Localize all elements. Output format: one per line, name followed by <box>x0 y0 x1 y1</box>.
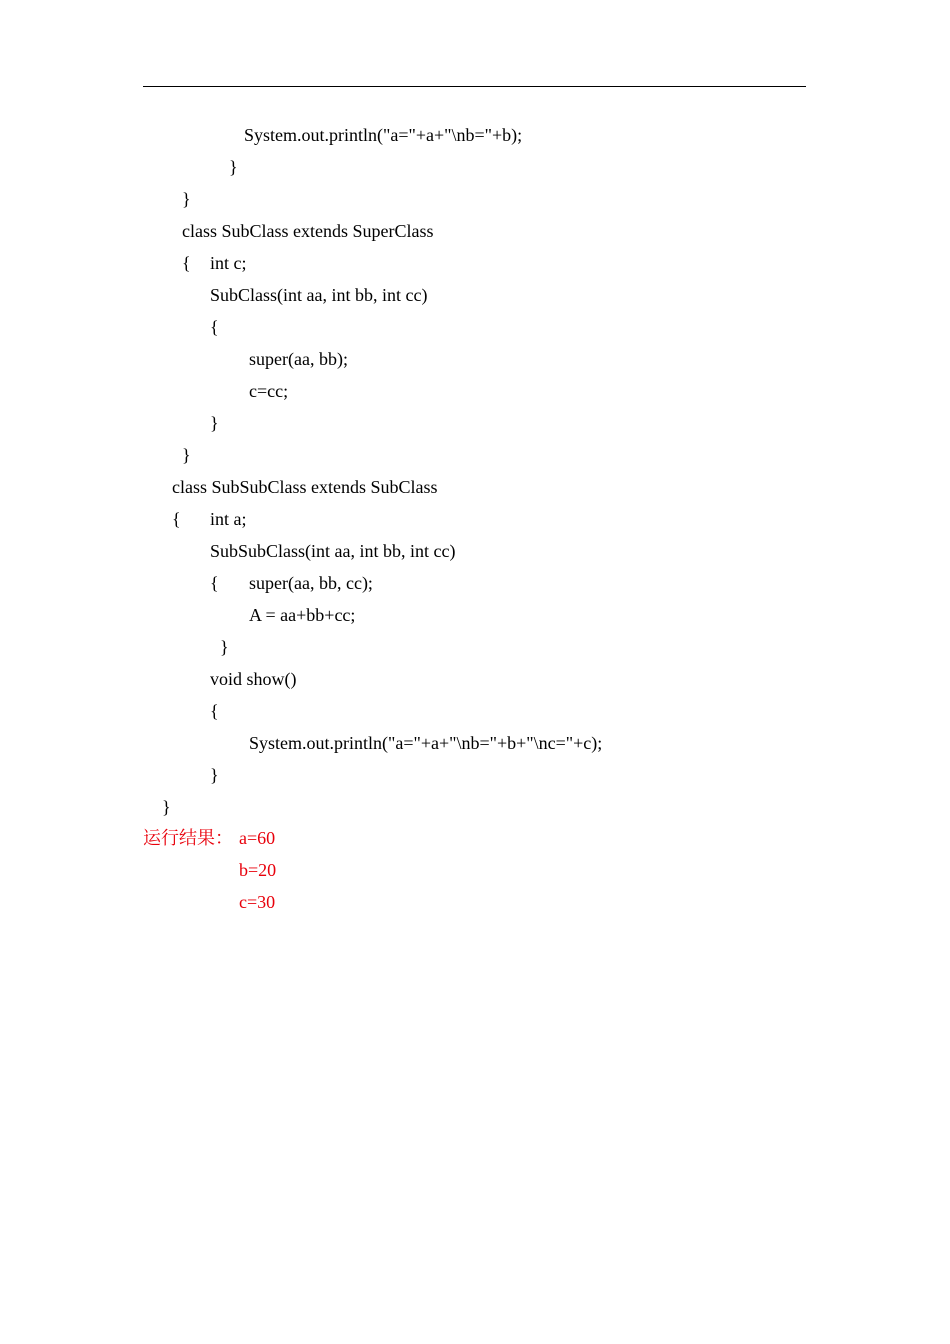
result-line: c=30 <box>239 892 276 912</box>
code-line: { <box>210 573 219 593</box>
code-line: } <box>162 797 171 817</box>
code-line: System.out.println("a="+a+"\nb="+b+"\nc="+c); <box>249 733 603 753</box>
result-line: a=60 <box>239 828 276 848</box>
code-line: } <box>182 189 191 209</box>
code-line: { <box>210 701 219 721</box>
code-line: void show() <box>210 669 297 689</box>
code-line: System.out.println("a="+a+"\nb="+b); <box>244 125 523 145</box>
code-line: SubClass(int aa, int bb, int cc) <box>210 285 428 305</box>
header-rule <box>143 86 806 87</box>
code-line: int a; <box>210 509 247 529</box>
result-line: b=20 <box>239 860 277 880</box>
code-line: c=cc; <box>249 381 289 401</box>
code-line: int c; <box>210 253 247 273</box>
code-line: } <box>220 637 229 657</box>
code-line: super(aa, bb, cc); <box>249 573 373 593</box>
code-line: } <box>210 765 219 785</box>
code-line: } <box>182 445 191 465</box>
code-line: super(aa, bb); <box>249 349 348 369</box>
code-line: class SubClass extends SuperClass <box>182 221 434 241</box>
result-label: 运行结果： <box>143 828 233 848</box>
code-line: A = aa+bb+cc; <box>249 605 356 625</box>
code-line: SubSubClass(int aa, int bb, int cc) <box>210 541 456 561</box>
code-line: class SubSubClass extends SubClass <box>172 477 438 497</box>
code-line: { <box>172 509 181 529</box>
code-line: { <box>210 317 219 337</box>
code-line: } <box>210 413 219 433</box>
code-line: } <box>229 157 238 177</box>
code-line: { <box>182 253 191 273</box>
